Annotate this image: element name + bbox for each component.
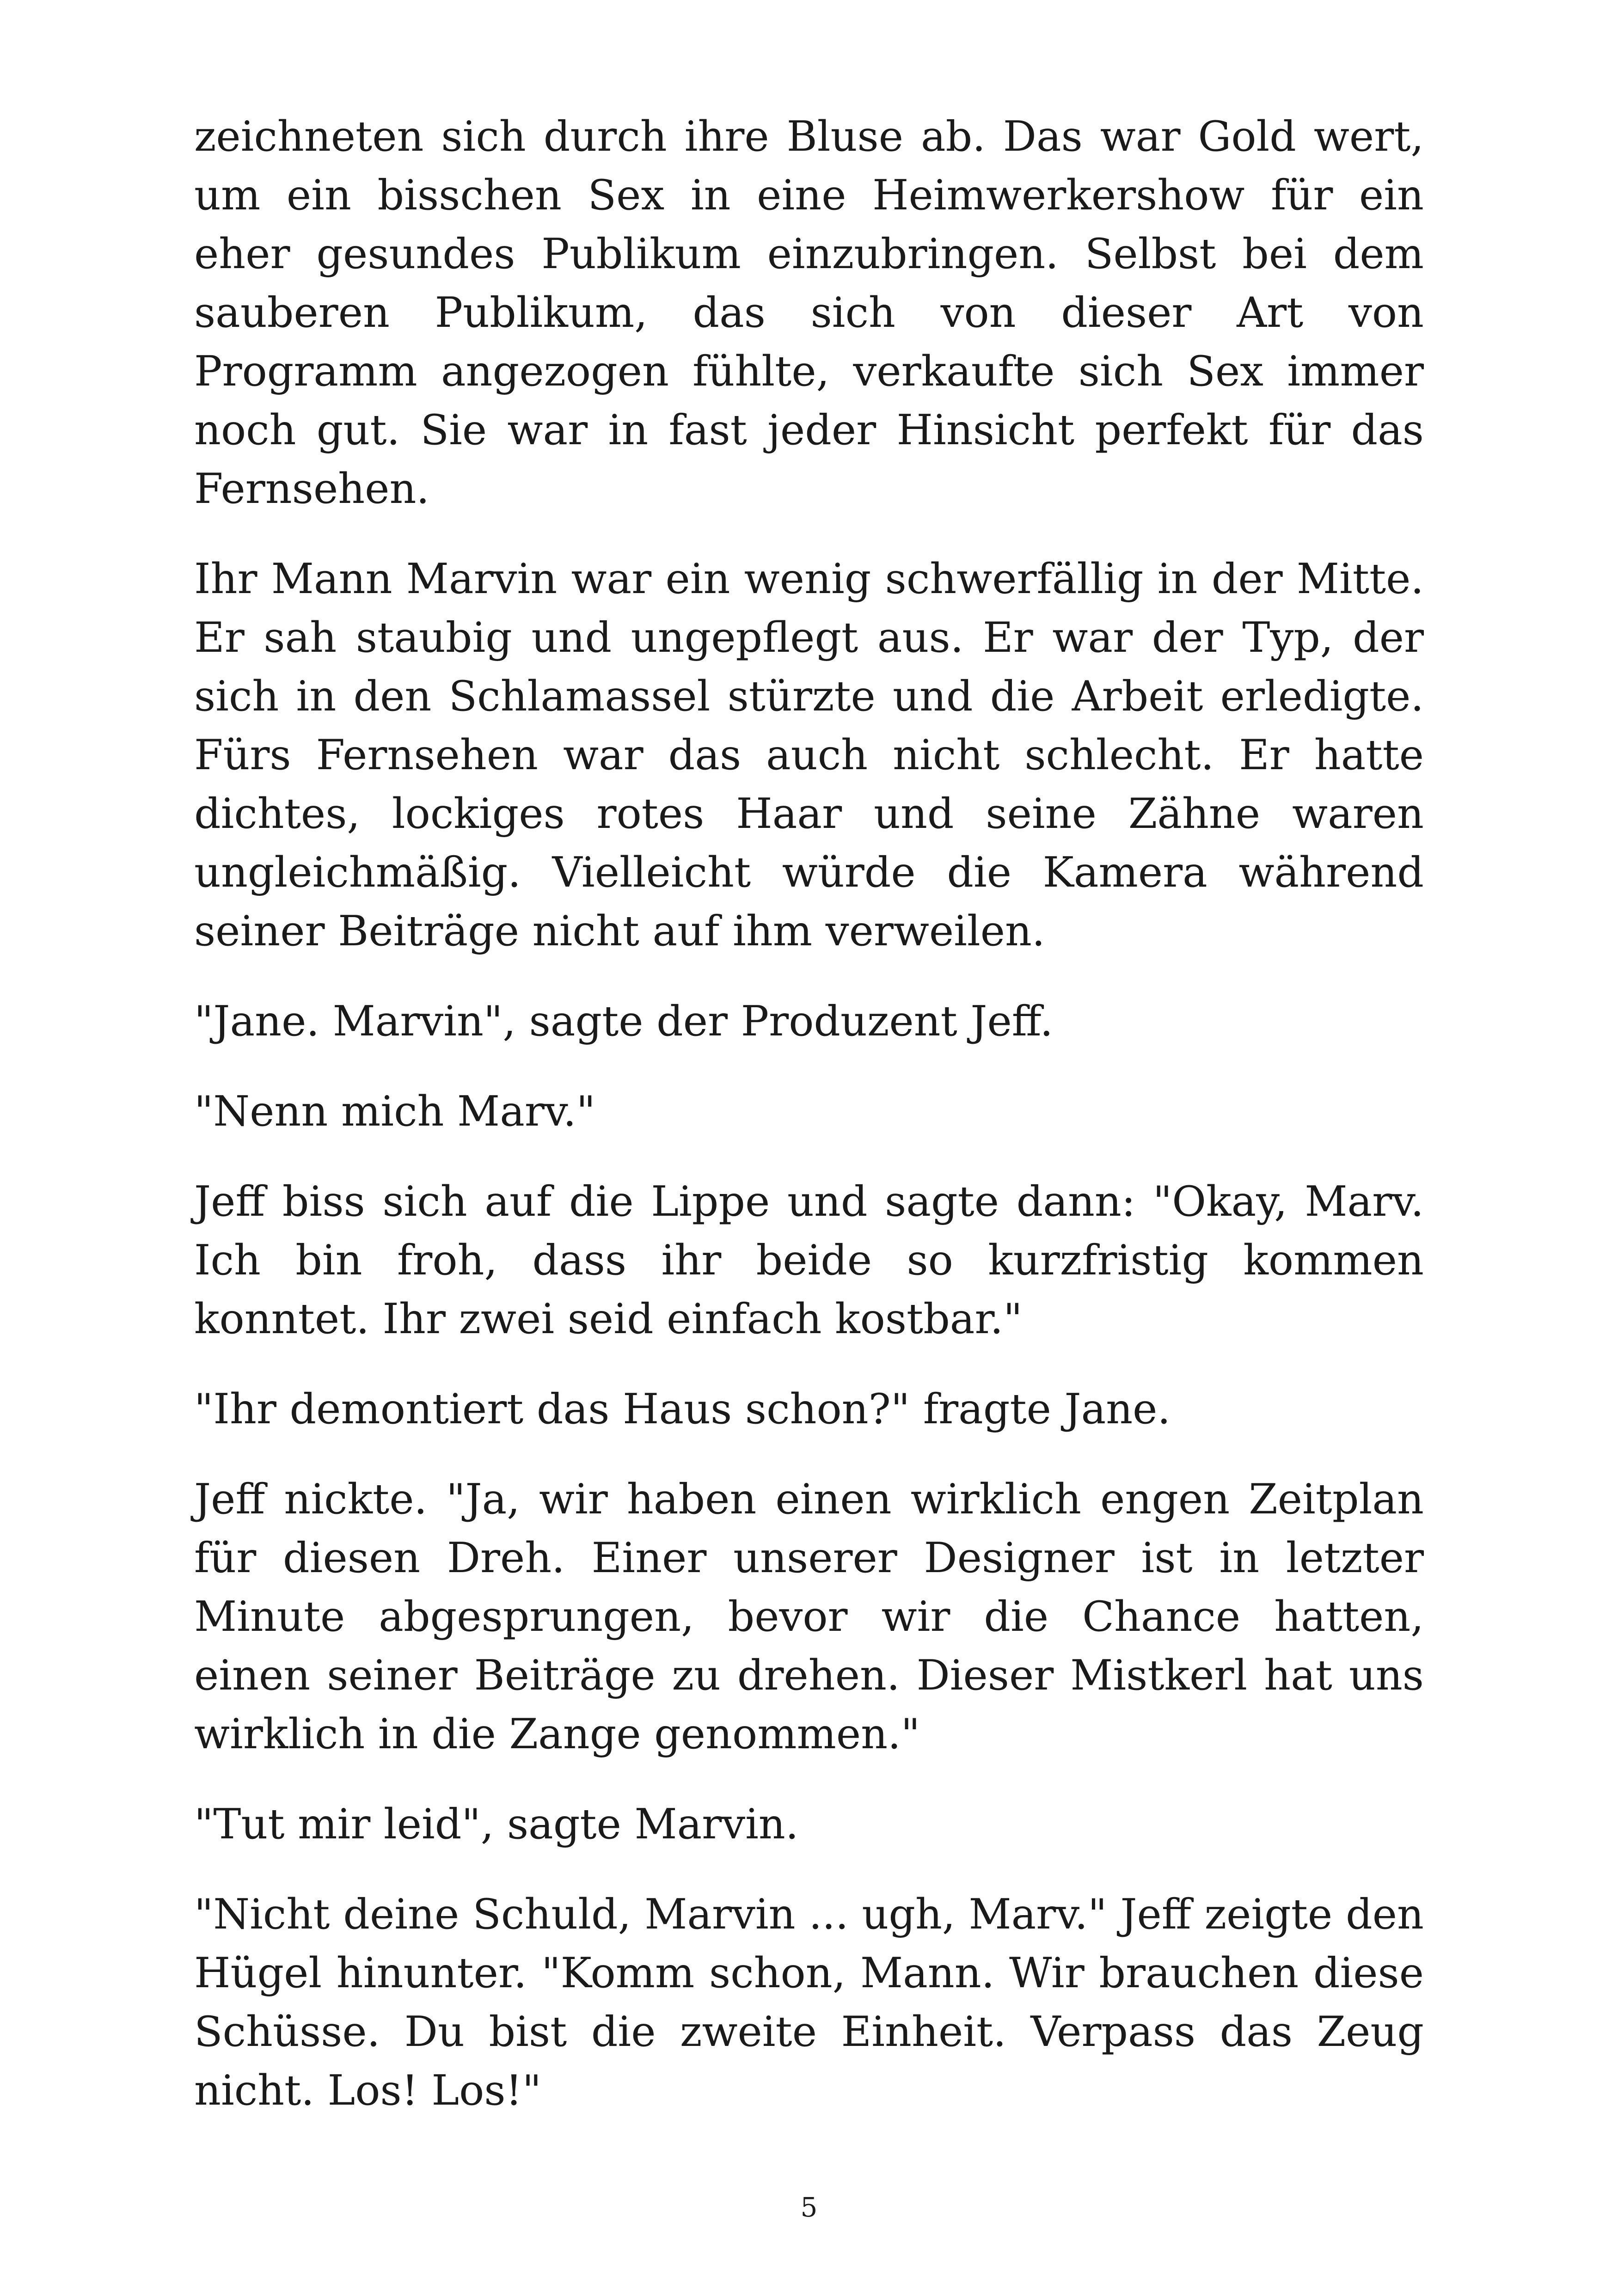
paragraph-4: "Nenn mich Marv." [194, 1087, 596, 1136]
paragraph-3: "Jane. Marvin", sagte der Produzent Jeff. [194, 997, 1054, 1046]
paragraph-5: Jeff biss sich auf die Lippe und sagte dann: "Okay, Marv. Ich bin froh, dass ihr beide so kurzfristig kommen konntet. Ihr zwei seid einfach kostbar." [194, 1177, 1424, 1343]
paragraph-8: "Tut mir leid", sagte Marvin. [194, 1800, 799, 1849]
paragraph-2: Ihr Mann Marvin war ein wenig schwerfällig in der Mitte. Er sah staubig und ungepflegt aus. Er war der Typ, der sich in den Schlamassel stürzte und die Arbeit erledigte. Fürs Fernsehen war das auch nicht schlecht. Er hatte dichtes, lockiges rotes Haar und seine Zähne waren ungleichmäßig. Vielleicht würde die Kamera während seiner Beiträge nicht auf ihm verweilen. [194, 555, 1424, 955]
paragraph-6: "Ihr demontiert das Haus schon?" fragte Jane. [194, 1385, 1171, 1433]
paragraph-1: zeichneten sich durch ihre Bluse ab. Das war Gold wert, um ein bisschen Sex in eine Heimwerkershow für ein eher gesundes Publikum einzubringen. Selbst bei dem sauberen Publikum, das sich von dieser Art von Programm angezogen fühlte, verkaufte sich Sex immer noch gut. Sie war in fast jeder Hinsicht perfekt für das Fernsehen. [194, 112, 1424, 513]
page-number: 5 [800, 2192, 818, 2223]
body-text [194, 107, 1424, 2151]
paragraph-9: "Nicht deine Schuld, Marvin ... ugh, Marv." Jeff zeigte den Hügel hinunter. "Komm schon, Mann. Wir brauchen diese Schüsse. Du bist die zweite Einheit. Verpass das Zeug nicht. Los! Los!" [194, 1890, 1424, 2115]
paragraph-7: Jeff nickte. "Ja, wir haben einen wirklich engen Zeitplan für diesen Dreh. Einer unserer Designer ist in letzter Minute abgesprungen, bevor wir die Chance hatten, einen seiner Beiträge zu drehen. Dieser Mistkerl hat uns wirklich in die Zange genommen." [194, 1475, 1424, 1758]
